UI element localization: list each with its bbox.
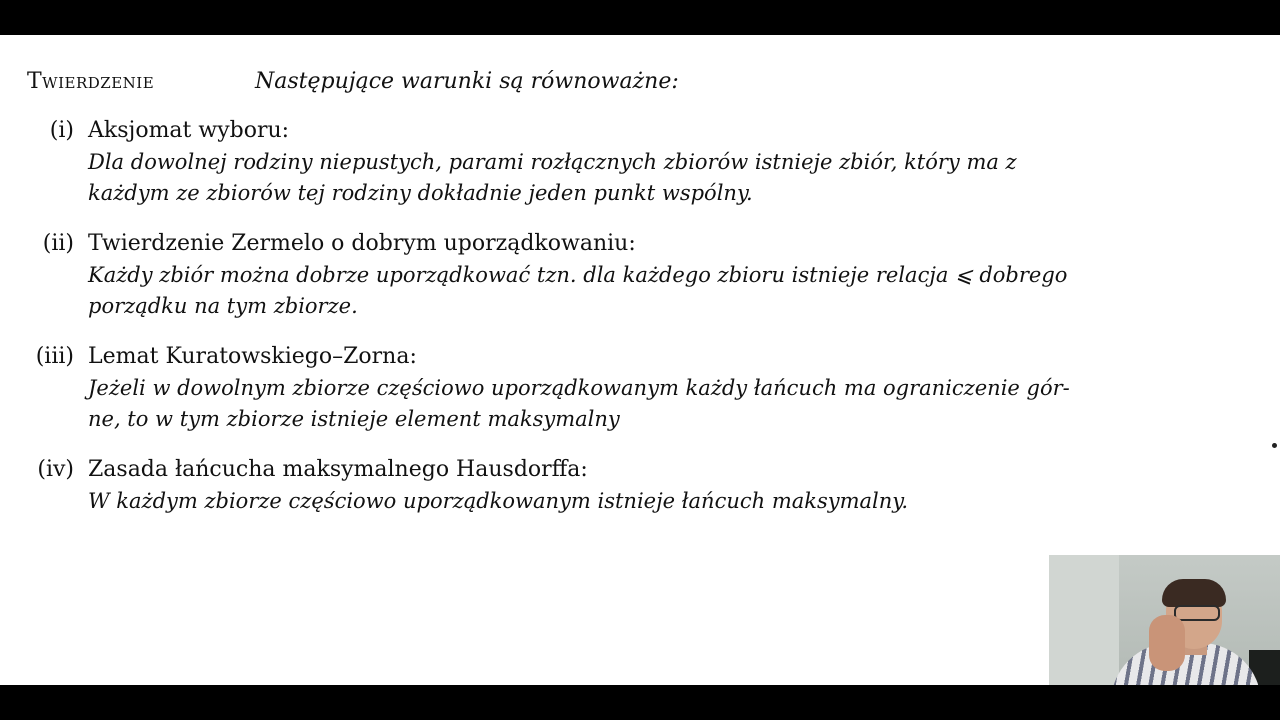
presenter-hand xyxy=(1149,615,1185,671)
presenter-hair xyxy=(1162,579,1226,607)
item-title: Zasada łańcucha maksymalnego Hausdorffa: xyxy=(88,457,588,482)
item-title: Twierdzenie Zermelo o dobrym uporządkowaniu: xyxy=(88,231,636,256)
item-number: (iv) xyxy=(37,457,74,482)
item-number: (iii) xyxy=(35,344,74,369)
item-statement xyxy=(88,486,1060,517)
item-number: (ii) xyxy=(42,231,74,256)
statement-line: Każdy zbiór można dobrze uporządkować tzn. dla każdego zbioru istnieje relacja ⩽ dobrego xyxy=(88,263,1068,287)
webcam-door xyxy=(1049,555,1119,685)
theorem-heading xyxy=(27,67,827,97)
statement-line: Jeżeli w dowolnym zbiorze częściowo uporządkowanym każdy łańcuch ma ograniczenie gór- xyxy=(88,376,1070,400)
lecture-slide xyxy=(0,35,1280,685)
item-number: (i) xyxy=(49,118,74,143)
theorem-lead: Następujące warunki są równoważne: xyxy=(255,69,679,94)
item-statement xyxy=(88,260,1068,322)
statement-line: ne, to w tym zbiorze istnieje element maksymalny xyxy=(88,407,620,431)
presenter-glasses xyxy=(1174,605,1220,621)
webcam-overlay xyxy=(1049,555,1280,685)
theorem-label: Twierdzenie xyxy=(27,69,155,94)
statement-line: porządku na tym zbiorze. xyxy=(88,294,358,318)
statement-line: W każdym zbiorze częściowo uporządkowanym istnieje łańcuch maksymalny. xyxy=(88,489,909,513)
item-title: Aksjomat wyboru: xyxy=(88,118,290,143)
item-title: Lemat Kuratowskiego–Zorna: xyxy=(88,344,417,369)
statement-line: Dla dowolnej rodziny niepustych, parami rozłącznych zbiorów istnieje zbiór, który ma z xyxy=(88,150,1017,174)
item-statement xyxy=(88,373,1070,435)
pointer-dot xyxy=(1272,443,1277,448)
statement-line: każdym ze zbiorów tej rodziny dokładnie jeden punkt wspólny. xyxy=(88,181,753,205)
item-statement xyxy=(88,147,1060,209)
